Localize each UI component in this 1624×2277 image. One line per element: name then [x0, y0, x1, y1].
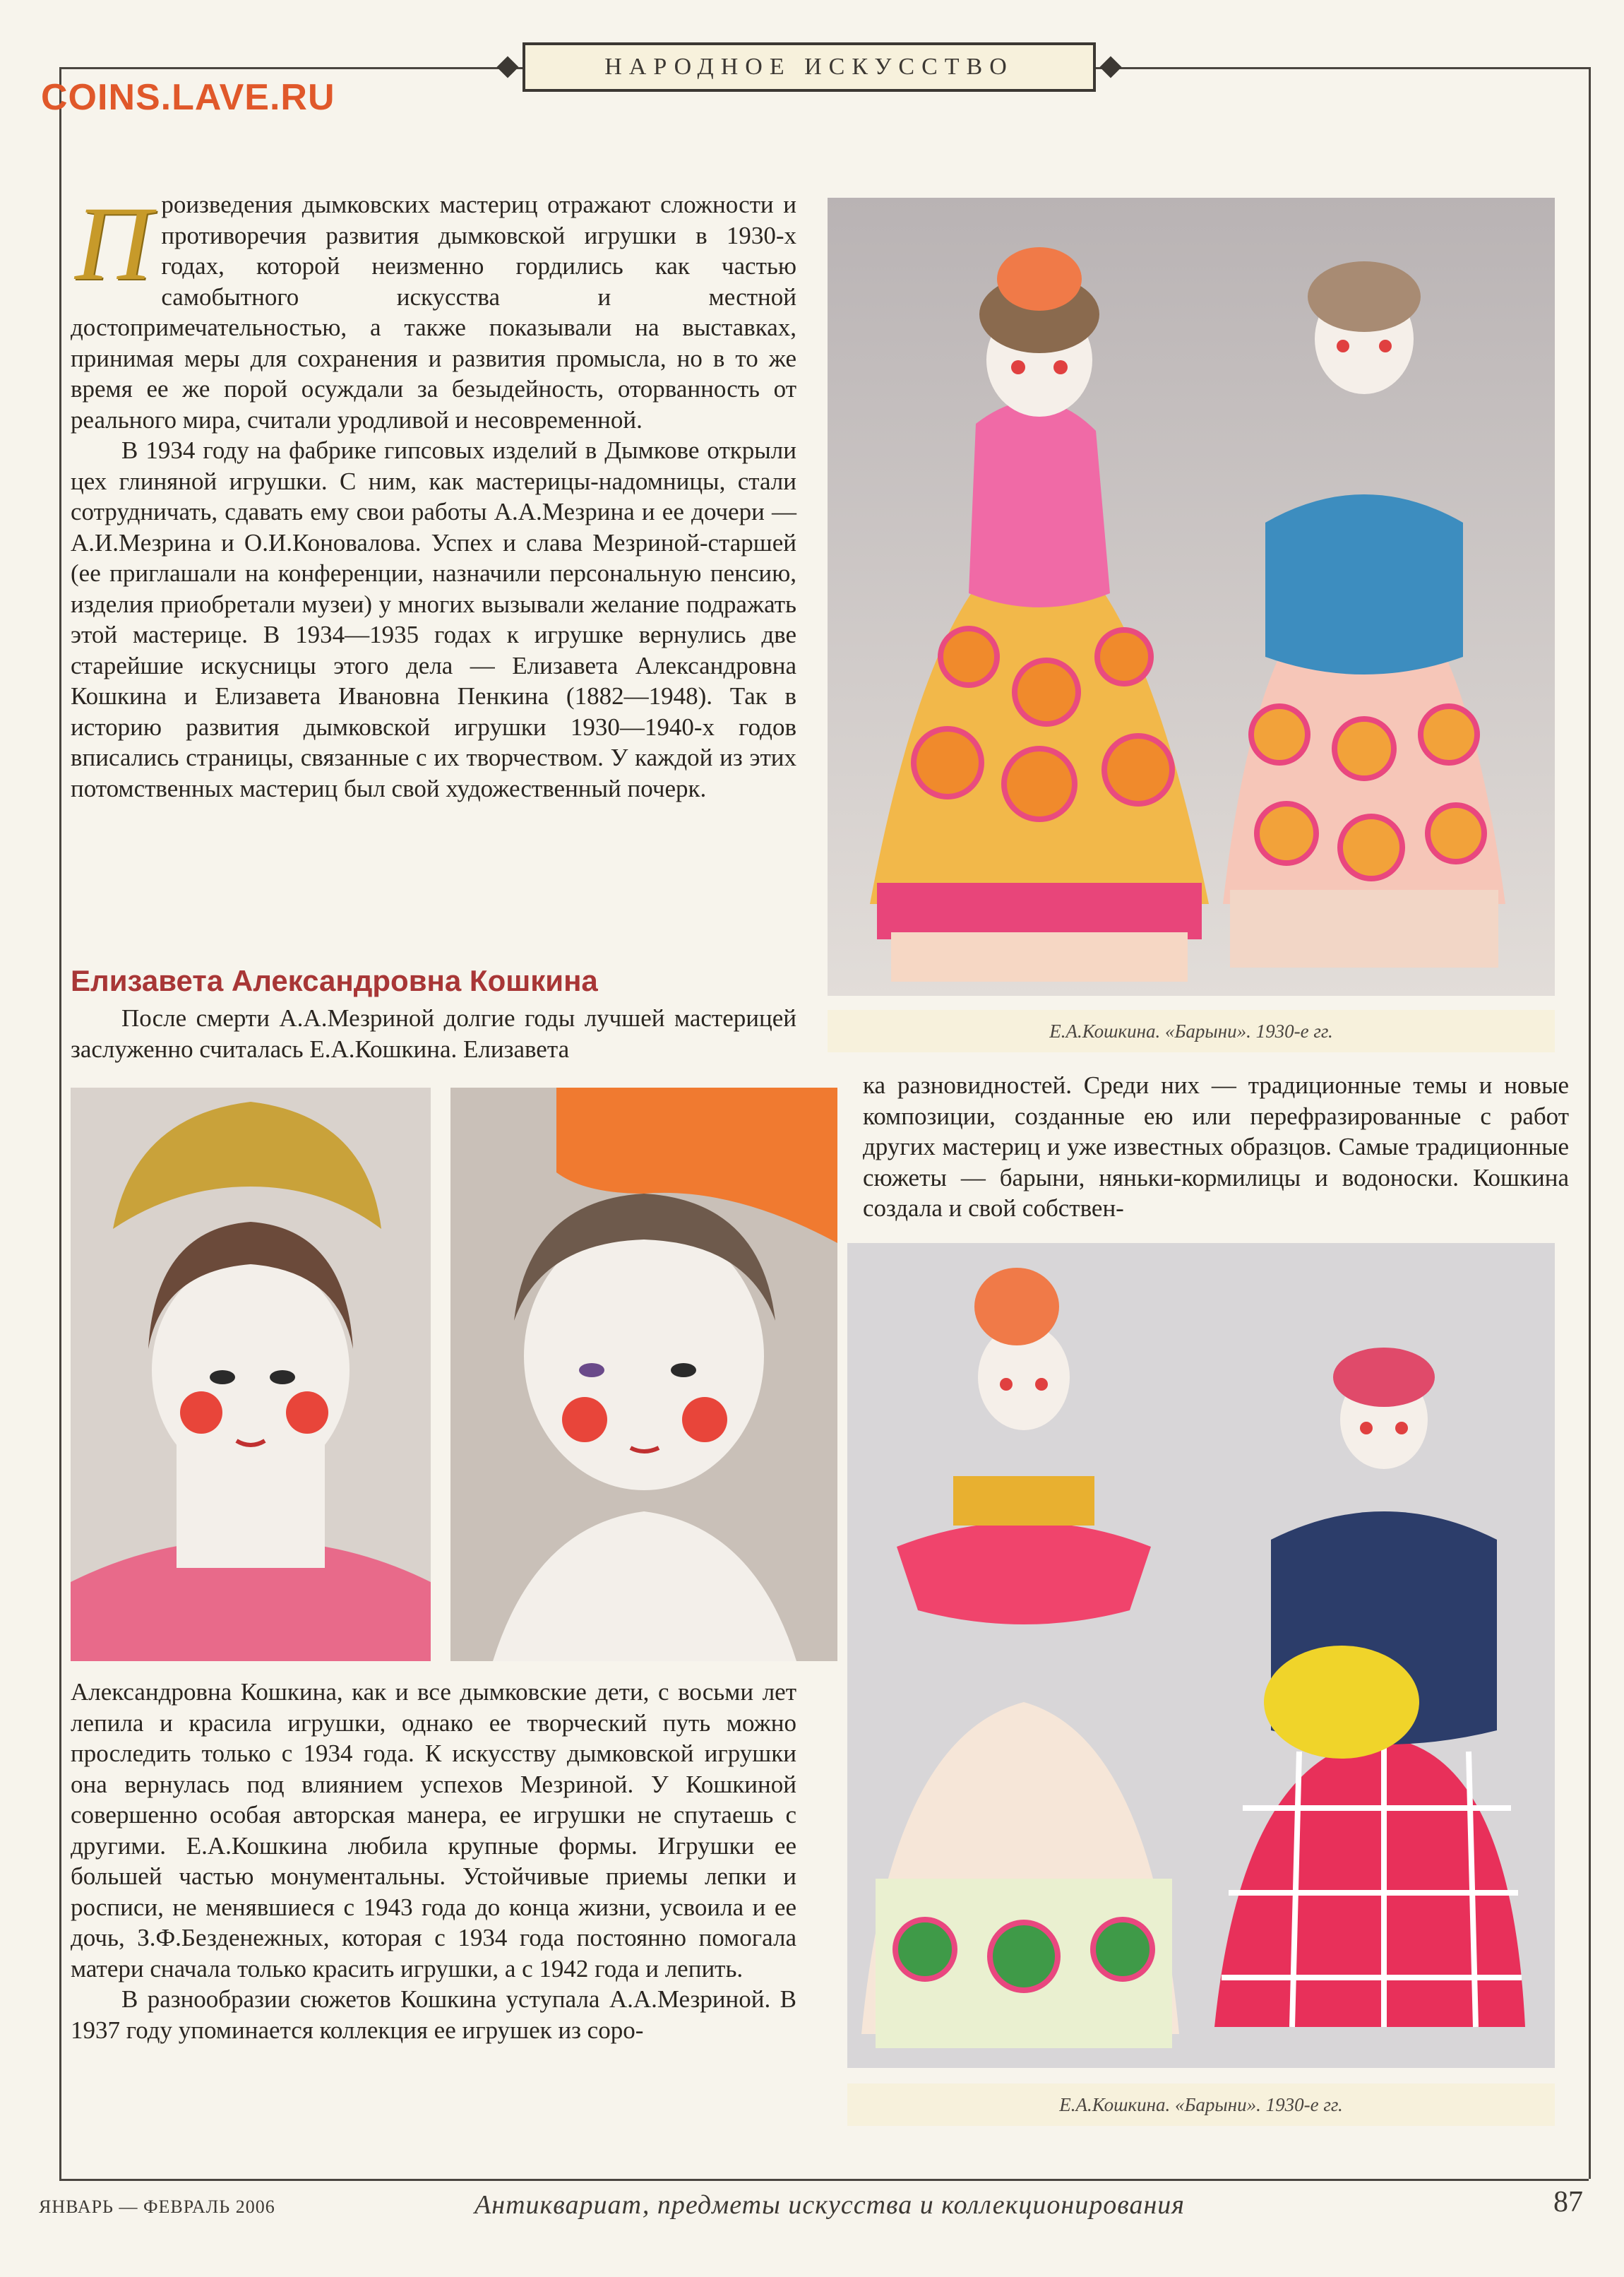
- article-paragraph-2: В 1934 году на фабрике гипсовых изделий в Дымкове открыли цех глиняной игрушки. С ним, как мастерицы-надомницы, стали сотрудничать, сдавать ему свои работы А.А.Мезрина и ее дочери — А.И.Мезрина и О.И.Коновалова. Успех и слава Мезриной-старшей (ее приглашали на конференции, назначили персональную пенсию, изделия приобретали музеи) у многих вызывали желание подражать этой мастерице. В 1934—1935 годах к игрушке вернулись две старейшие искусницы этого дела — Елизавета Александровна Кошкина и Елизавета Ивановна Пенкина (1882—1948). Так в историю развития дымковской игрушки 1930—1940-х годов вписались страницы, связанные с их творчеством. У каждой из этих потомственных мастериц был свой художественный почерк.: [71, 436, 796, 802]
- article-paragraph-6: ка разновидностей. Среди них — традиционные темы и новые композиции, созданные ею или перефразированные с работ других мастериц и уже известных образцов. Самые традиционные сюжеты — барыни, няньки-кормилицы и водоноски. Кошкина создала и свой собствен-: [863, 1071, 1569, 1222]
- page-frame-bottom: [59, 2179, 1589, 2181]
- section-title: НАРОДНОЕ ИСКУССТВО: [604, 54, 1014, 80]
- page-frame-right: [1589, 67, 1591, 2179]
- subheading: Елизавета Александровна Кошкина: [71, 964, 598, 997]
- section-header: [523, 42, 1096, 92]
- photo-barynya-top: [828, 198, 1555, 996]
- watermark: COINS.LAVE.RU: [41, 77, 335, 118]
- article-column-top: [71, 185, 796, 804]
- caption-top-photo: Е.А.Кошкина. «Барыни». 1930-е гг.: [828, 1010, 1555, 1052]
- article-paragraph-4: Александровна Кошкина, как и все дымковские дети, с восьми лет лепила и красила игрушки, однако ее творческий путь можно проследить только с 1934 года. К искусству дымковской игрушки она вернулась под влиянием успехов Мезриной. У Кошкиной совершенно особая авторская манера, ее игрушки не спутаешь с другими. Е.А.Кошкина любила крупные формы. Игрушки ее большей частью монументальны. Устойчивые приемы лепки и росписи, не менявшиеся с 1943 года до конца жизни, усвоила и ее дочь, З.Ф.Безденежных, которая с 1934 года постоянно помогала матери сначала только красить игрушки, а с 1942 года и лепить.: [71, 1678, 796, 1982]
- footer-issue: ЯНВАРЬ — ФЕВРАЛЬ 2006: [39, 2196, 275, 2217]
- photo-face-closeup-1: [71, 1088, 431, 1661]
- article-column-right: [863, 1070, 1569, 1224]
- article-paragraph-3: После смерти А.А.Мезриной долгие годы лучшей мастерицей заслуженно считалась Е.А.Кошкина. Елизавета: [71, 1004, 796, 1063]
- footer-magazine-title: Антиквариат, предметы искусства и коллекционирования: [474, 2190, 1185, 2220]
- page-frame-left: [59, 67, 61, 2179]
- photo-barynya-bottom: [847, 1243, 1555, 2068]
- page-number: 87: [1553, 2186, 1583, 2218]
- article-column-bottom: [71, 1677, 796, 2045]
- article-paragraph-1: Произведения дымковских мастериц отражают сложности и противоречия развития дымковской игрушки в 1930-х годах, которой неизменно гордились как частью самобытного искусства и местной достопримечательностью, а также показывали на выставках, принимая меры для сохранения и развития промысла, но в то же время ее же порой осуждали за безыдейность, оторванность от реального мира, считали уродливой и несовременной.: [71, 185, 796, 434]
- caption-bottom-photo: Е.А.Кошкина. «Барыни». 1930-е гг.: [847, 2083, 1555, 2126]
- article-paragraph-5: В разнообразии сюжетов Кошкина уступала А.А.Мезриной. В 1937 году упоминается коллекция ее игрушек из соро-: [71, 1985, 796, 2044]
- article-column-mid: [71, 1003, 796, 1064]
- photo-face-closeup-2: [450, 1088, 837, 1661]
- drop-cap: П: [75, 185, 152, 302]
